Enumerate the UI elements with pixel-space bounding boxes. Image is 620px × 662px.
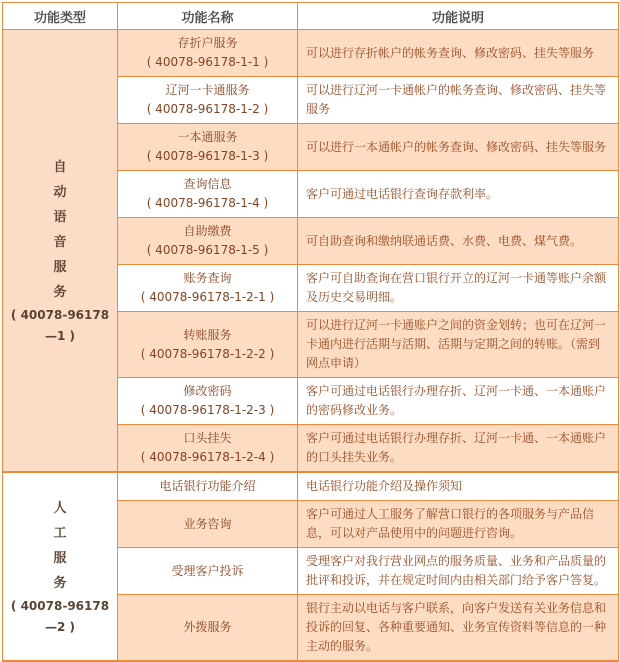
function-code: ( 40078-96178-1-3 )	[146, 149, 269, 163]
function-desc-cell: 可自助查询和缴纳联通话费、水费、电费、煤气费。	[298, 218, 619, 265]
type-char: 音	[53, 234, 67, 250]
function-desc-cell: 客户可自助查询在营口银行开立的辽河一卡通等账户余额及历史交易明细。	[298, 265, 619, 312]
type-char: 务	[53, 575, 67, 591]
type-char: 工	[53, 525, 67, 541]
function-desc-cell: 客户可通过电话银行办理存折、辽河一卡通、一本通账户的密码修改业务。	[298, 378, 619, 425]
function-desc-cell: 可以进行一本通帐户的帐务查询、修改密码、挂失等服务	[298, 124, 619, 171]
phone-banking-feature-table	[2, 2, 619, 662]
function-name: 业务咨询	[183, 516, 232, 531]
type-char: 语	[53, 209, 67, 225]
function-name-cell	[118, 77, 298, 124]
function-code: ( 40078-96178-1-4 )	[146, 196, 269, 210]
function-name-cell	[118, 312, 298, 378]
function-code: ( 40078-96178-1-2-1 )	[140, 290, 275, 304]
function-desc-cell: 可以进行辽河一卡通账户之间的资金划转；也可在辽河一卡通内进行活期与活期、活期与定期之间的转账。（需到网点申请）	[298, 312, 619, 378]
function-name-cell	[118, 265, 298, 312]
function-name-cell	[118, 378, 298, 425]
function-desc-cell: 客户可通过人工服务了解营口银行的各项服务与产品信息，可以对产品使用中的问题进行咨询。	[298, 501, 619, 548]
function-desc-cell: 银行主动以电话与客户联系，向客户发送有关业务信息和投诉的回复、各种重要通知、业务宣传资料等信息的一种主动的服务。	[298, 595, 619, 662]
type-char: 服	[53, 259, 67, 275]
function-name: 外拨服务	[183, 620, 232, 634]
function-code: ( 40078-96178-1-2-4 )	[140, 450, 275, 464]
type-char: 动	[53, 184, 67, 200]
function-desc-cell: 电话银行功能介绍及操作须知	[298, 472, 619, 501]
type-code: ( 40078-96178	[10, 598, 110, 613]
function-name-cell	[118, 548, 298, 595]
type-char: 自	[53, 159, 67, 175]
header-cell-function-desc: 功能说明	[298, 3, 619, 30]
function-desc-cell: 受理客户对我行营业网点的服务质量、业务和产品质量的批评和投诉，并在规定时间内由相关部门给予客户答复。	[298, 548, 619, 595]
function-desc-cell: 客户可通过电话银行办理存折、辽河一卡通、一本通账户的口头挂失业务。	[298, 425, 619, 473]
function-code: ( 40078-96178-1-2-2 )	[140, 346, 275, 361]
table-header-row	[3, 3, 619, 30]
function-name: 受理客户投诉	[171, 563, 244, 578]
type-char: 人	[53, 500, 67, 516]
function-name-cell	[118, 595, 298, 662]
function-name: 转账服务	[183, 327, 232, 342]
function-name-cell	[118, 472, 298, 501]
function-name: 自助缴费	[183, 224, 232, 238]
table-row	[3, 30, 619, 77]
type-char: 务	[53, 284, 67, 300]
function-name: 账务查询	[183, 271, 232, 285]
function-name: 辽河一卡通服务	[165, 83, 250, 97]
function-code: ( 40078-96178-1-2-3 )	[140, 403, 275, 417]
type-char: 服	[53, 550, 67, 566]
function-name: 口头挂失	[183, 431, 232, 445]
type-code: —2 )	[44, 619, 75, 634]
function-name-cell	[118, 30, 298, 77]
function-name-cell	[118, 425, 298, 473]
function-name-cell	[118, 501, 298, 548]
function-desc-cell: 可以进行辽河一卡通帐户的帐务查询、修改密码、挂失等服务	[298, 77, 619, 124]
function-code: ( 40078-96178-1-5 )	[146, 243, 269, 257]
type-code: —1 )	[44, 328, 75, 343]
function-name-cell	[118, 124, 298, 171]
function-name: 电话银行功能介绍	[159, 479, 256, 493]
function-name-cell	[118, 171, 298, 218]
function-type-cell-auto-voice	[3, 30, 118, 473]
function-code: ( 40078-96178-1-1 )	[146, 55, 269, 69]
header-cell-function-type: 功能类型	[3, 3, 118, 30]
table-row	[3, 472, 619, 501]
function-type-cell-manual-service	[3, 472, 118, 661]
header-cell-function-name: 功能名称	[118, 3, 298, 30]
function-name: 存折户服务	[177, 36, 238, 50]
function-desc-cell: 可以进行存折帐户的帐务查询、修改密码、挂失等服务	[298, 30, 619, 77]
function-code: ( 40078-96178-1-2 )	[146, 102, 269, 116]
function-name: 一本通服务	[177, 130, 238, 144]
type-code: ( 40078-96178	[10, 307, 110, 322]
function-name: 查询信息	[183, 177, 232, 191]
function-name: 修改密码	[183, 384, 232, 398]
function-desc-cell: 客户可通过电话银行查询存款利率。	[298, 171, 619, 218]
function-name-cell	[118, 218, 298, 265]
